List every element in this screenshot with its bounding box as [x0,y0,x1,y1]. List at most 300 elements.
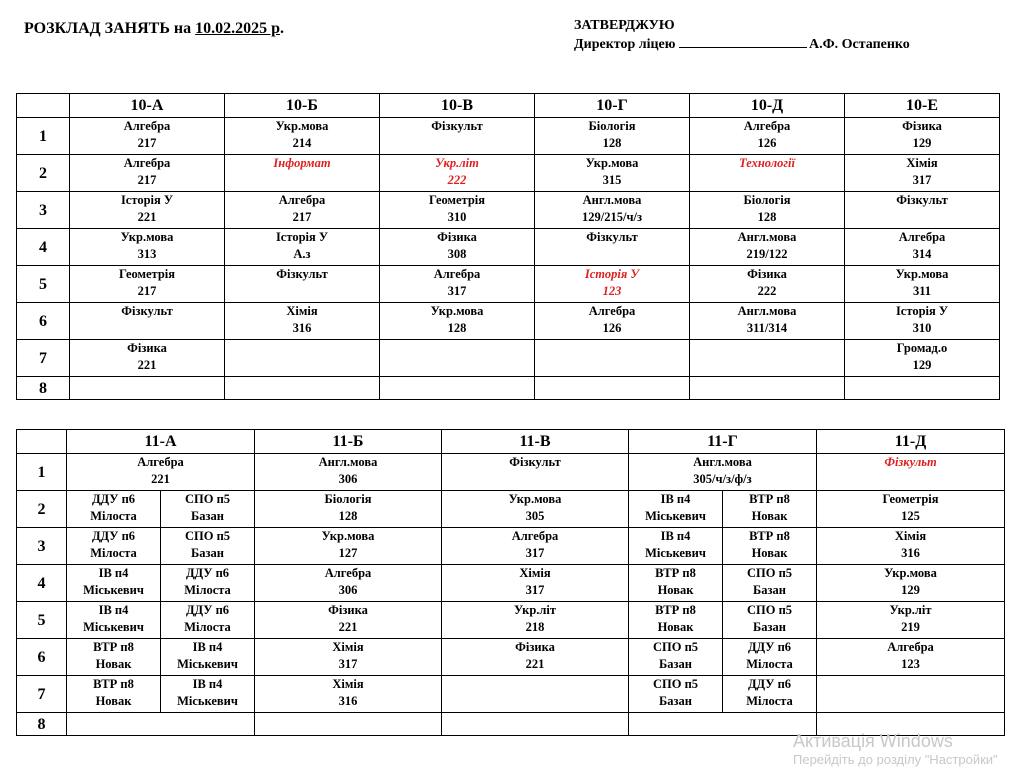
subject-text: ВТР п8 [655,603,696,617]
room-text: 310 [912,321,932,335]
room-text: Базан [753,583,786,597]
subject-text: ВТР п8 [655,566,696,580]
lesson-cell [817,676,1005,713]
subject-text: ІВ п4 [192,677,223,691]
lesson-number: 4 [17,229,70,266]
group-lesson-cell [67,491,161,528]
room-text: Міськевич [177,657,238,671]
subject-text: Фізика [747,267,787,281]
subject-text: Алгебра [743,119,791,133]
class-header: 10-Б [225,94,380,118]
subject-text: ДДУ п6 [185,566,230,580]
lesson-cell [70,192,225,229]
lesson-cell [225,229,380,266]
room-text: 306 [338,583,358,597]
lesson-cell [817,454,1005,491]
room-text: 128 [602,136,622,150]
subject-text: Алгебра [278,193,326,207]
room-text: 317 [447,284,467,298]
lesson-cell [70,118,225,155]
subject-text: Укр.мова [508,492,562,506]
subject-text: Біологія [743,193,791,207]
schedule-row [17,192,1000,229]
subject-text: Хімія [519,566,551,580]
lesson-cell [442,602,629,639]
subject-text: Алгебра [433,267,481,281]
lesson-cell [70,340,225,377]
subject-text: Алгебра [137,455,184,469]
lesson-cell [380,192,535,229]
subject-text: Фізкульт [896,193,948,207]
room-text: 221 [338,620,358,634]
subject-text: Фізика [515,640,555,654]
table-10-header [17,94,1000,118]
subject-text: Укр.мова [430,304,484,318]
subject-text: Алгебра [511,529,559,543]
room-text: 217 [137,136,157,150]
room-text: 306 [338,472,358,486]
subject-text: ДДУ п6 [747,640,792,654]
schedule-row [17,491,1005,528]
subject-text: Англ.мова [737,304,797,318]
title-prefix: РОЗКЛАД ЗАНЯТЬ на [24,20,196,37]
director-name: А.Ф. Остапенко [808,37,910,52]
room-text: 219 [901,620,920,634]
lesson-cell [817,565,1005,602]
schedule-table-11 [16,429,1005,736]
subject-text: СПО п5 [746,603,793,617]
corner-cell [17,430,67,454]
room-text: Мілоста [90,509,137,523]
room-text: Базан [191,509,224,523]
room-text: 221 [137,358,157,372]
class-header: 10-В [380,94,535,118]
room-text: Міськевич [83,620,144,634]
lesson-cell [67,713,255,736]
lesson-cell [380,377,535,400]
schedule-row [17,377,1000,400]
lesson-cell [380,155,535,192]
schedule-row [17,565,1005,602]
group-lesson-cell [629,676,723,713]
room-text: 214 [292,136,312,150]
group-lesson-cell [629,491,723,528]
room-text: 305 [525,509,545,523]
subject-text: Алгебра [123,119,171,133]
subject-text: Англ.мова [582,193,642,207]
room-text: Мілоста [746,657,793,671]
room-text: А.з [293,247,311,261]
subject-text: Громад.о [896,341,948,355]
room-text: 315 [602,173,622,187]
schedule-row [17,676,1005,713]
lesson-cell [442,676,629,713]
lesson-cell [442,454,629,491]
room-text: Міськевич [645,509,706,523]
lesson-cell [442,491,629,528]
lesson-cell [535,229,690,266]
lesson-cell [70,303,225,340]
lesson-cell [690,155,845,192]
room-text: 221 [525,657,545,671]
lesson-cell [535,303,690,340]
windows-activation-watermark [793,730,998,768]
room-text: 125 [901,509,920,523]
subject-text: Алгебра [898,230,946,244]
subject-text: Інформат [273,156,331,170]
lesson-cell [535,340,690,377]
lesson-number: 5 [17,266,70,303]
subject-text: Англ.мова [737,230,797,244]
lesson-cell [225,377,380,400]
subject-text: СПО п5 [184,492,231,506]
watermark-line-2: Перейдіть до розділу "Настройки" [793,752,998,767]
room-text: 129 [912,358,932,372]
room-text: Новак [751,509,788,523]
room-text: 317 [525,583,545,597]
room-text: 129/215/ч/з [582,210,642,224]
lesson-cell [255,676,442,713]
lesson-cell [255,491,442,528]
subject-text: ІВ п4 [98,566,129,580]
lesson-cell [845,155,1000,192]
lesson-number: 3 [17,192,70,229]
room-text: 221 [151,472,170,486]
watermark-line-1: Активація Windows [793,731,953,751]
signature-line [679,35,807,48]
subject-text: Фізика [902,119,942,133]
room-text: 217 [137,173,157,187]
subject-text: Історія У [895,304,949,318]
lesson-cell [845,377,1000,400]
lesson-cell [817,528,1005,565]
group-lesson-cell [161,639,255,676]
subject-text: Укр.мова [275,119,329,133]
subject-text: Фізкульт [509,455,561,469]
lesson-cell [380,303,535,340]
room-text: 314 [912,247,932,261]
subject-text: Англ.мова [318,455,378,469]
subject-text: Геометрія [118,267,176,281]
subject-text: СПО п5 [746,566,793,580]
class-header: 11-Д [817,430,1005,454]
subject-text: Фізкульт [431,119,483,133]
subject-text: Історія У [584,267,640,281]
lesson-cell [690,229,845,266]
lesson-number: 7 [17,676,67,713]
lesson-cell [690,192,845,229]
schedule-row [17,155,1000,192]
lesson-cell [629,713,817,736]
subject-text: Фізика [437,230,477,244]
lesson-cell [845,118,1000,155]
group-lesson-cell [161,565,255,602]
subject-text: ДДУ п6 [747,677,792,691]
schedule-row [17,266,1000,303]
lesson-cell [442,565,629,602]
subject-text: Фізика [127,341,167,355]
subject-text: СПО п5 [652,640,699,654]
lesson-cell [845,229,1000,266]
subject-text: Історія У [275,230,329,244]
subject-text: Фізкульт [121,304,173,318]
subject-text: Укр.літ [435,156,479,170]
room-text: Мілоста [184,583,231,597]
schedule-row [17,454,1005,491]
lesson-cell [535,192,690,229]
group-lesson-cell [629,565,723,602]
room-text: 128 [447,321,467,335]
subject-text: Алгебра [887,640,934,654]
subject-text: ІВ п4 [660,529,691,543]
class-header: 10-Е [845,94,1000,118]
schedule-row [17,528,1005,565]
group-lesson-cell [67,565,161,602]
corner-cell [17,94,70,118]
room-text: Міськевич [645,546,706,560]
lesson-cell [255,602,442,639]
room-text: 316 [901,546,920,560]
room-text: Мілоста [184,620,231,634]
subject-text: Біологія [588,119,636,133]
room-text: Новак [95,657,132,671]
subject-text: Алгебра [324,566,372,580]
lesson-cell [225,266,380,303]
lesson-cell [255,713,442,736]
schedule-row [17,303,1000,340]
schedule-row [17,340,1000,377]
lesson-number: 6 [17,639,67,676]
group-lesson-cell [629,528,723,565]
room-text: 218 [525,620,545,634]
lesson-cell [535,377,690,400]
subject-text: Фізкульт [884,455,937,469]
subject-text: ВТР п8 [93,640,134,654]
group-lesson-cell [161,491,255,528]
lesson-cell [690,340,845,377]
room-text: 126 [757,136,777,150]
room-text: 311/314 [746,321,788,335]
room-text: Базан [191,546,224,560]
room-text: Новак [657,620,694,634]
group-lesson-cell [67,602,161,639]
group-lesson-cell [723,676,817,713]
subject-text: Укр.мова [585,156,639,170]
group-lesson-cell [723,528,817,565]
lesson-cell [535,155,690,192]
room-text: 310 [447,210,467,224]
subject-text: Укр.мова [120,230,174,244]
group-lesson-cell [161,676,255,713]
lesson-cell [380,118,535,155]
lesson-cell [690,118,845,155]
lesson-number: 2 [17,155,70,192]
lesson-cell [380,229,535,266]
lesson-cell [225,340,380,377]
group-lesson-cell [161,528,255,565]
room-text: 127 [338,546,358,560]
room-text: 317 [338,657,358,671]
subject-text: Укр.мова [895,267,949,281]
lesson-cell [442,528,629,565]
schedule-title [24,20,284,38]
room-text: 222 [447,173,467,187]
room-text: 126 [602,321,622,335]
room-text: Новак [751,546,788,560]
room-text: 128 [338,509,358,523]
approval-block [574,16,910,54]
group-lesson-cell [629,639,723,676]
class-header: 11-Б [255,430,442,454]
room-text: Базан [659,694,692,708]
subject-text: ВТР п8 [749,529,790,543]
schedule-table-10 [16,93,1000,400]
subject-text: Укр.літ [513,603,557,617]
group-lesson-cell [161,602,255,639]
subject-text: ІВ п4 [660,492,691,506]
class-header: 10-Г [535,94,690,118]
group-lesson-cell [723,491,817,528]
subject-text: Англ.мова [693,455,752,469]
subject-text: Алгебра [123,156,171,170]
lesson-cell [225,192,380,229]
room-text: Міськевич [177,694,238,708]
lesson-cell [380,340,535,377]
subject-text: Укр.літ [889,603,932,617]
room-text: Мілоста [90,546,137,560]
lesson-cell [817,491,1005,528]
group-lesson-cell [67,676,161,713]
lesson-cell [255,454,442,491]
lesson-number: 7 [17,340,70,377]
lesson-cell [70,229,225,266]
subject-text: Хімія [906,156,938,170]
subject-text: Біологія [324,492,372,506]
subject-text: СПО п5 [652,677,699,691]
lesson-cell [845,192,1000,229]
subject-text: ДДУ п6 [91,529,136,543]
group-lesson-cell [67,639,161,676]
lesson-number: 5 [17,602,67,639]
room-text: 308 [447,247,467,261]
lesson-number: 8 [17,377,70,400]
lesson-cell [845,303,1000,340]
lesson-cell [70,266,225,303]
group-lesson-cell [723,639,817,676]
table-11-header [17,430,1005,454]
lesson-cell [817,602,1005,639]
subject-text: Геометрія [428,193,486,207]
schedule-row [17,639,1005,676]
subject-text: Технології [739,156,795,170]
room-text: 317 [912,173,932,187]
room-text: Новак [95,694,132,708]
subject-text: Хімія [286,304,318,318]
lesson-cell [690,266,845,303]
subject-text: ВТР п8 [93,677,134,691]
schedule-row [17,229,1000,266]
subject-text: Хімія [894,529,927,543]
lesson-cell [225,118,380,155]
room-text: 317 [525,546,545,560]
room-text: 128 [757,210,777,224]
class-header: 10-А [70,94,225,118]
subject-text: Хімія [332,677,364,691]
lesson-cell [70,377,225,400]
group-lesson-cell [723,602,817,639]
lesson-cell [817,639,1005,676]
room-text: 123 [602,284,622,298]
subject-text: Укр.мова [884,566,937,580]
schedule-date: 10.02.2025 р [195,20,281,37]
lesson-number: 3 [17,528,67,565]
subject-text: Історія У [120,193,174,207]
lesson-cell [225,303,380,340]
room-text: 311 [912,284,932,298]
lesson-cell [442,713,629,736]
room-text: 217 [137,284,157,298]
room-text: 305/ч/з/ф/з [693,472,752,486]
subject-text: Фізика [328,603,368,617]
room-text: 123 [901,657,920,671]
subject-text: ДДУ п6 [185,603,230,617]
lesson-cell [225,155,380,192]
lesson-cell [845,266,1000,303]
subject-text: Укр.мова [321,529,375,543]
lesson-number: 1 [17,454,67,491]
lesson-cell [255,565,442,602]
room-text: Новак [657,583,694,597]
subject-text: ІВ п4 [192,640,223,654]
schedule-row [17,602,1005,639]
group-lesson-cell [723,565,817,602]
subject-text: Хімія [332,640,364,654]
lesson-cell [442,639,629,676]
lesson-cell [629,454,817,491]
class-header: 11-А [67,430,255,454]
subject-text: СПО п5 [184,529,231,543]
lesson-number: 1 [17,118,70,155]
room-text: 221 [137,210,157,224]
schedule-row [17,118,1000,155]
room-text: Мілоста [746,694,793,708]
lesson-cell [255,639,442,676]
room-text: 219/122 [746,247,788,261]
lesson-number: 6 [17,303,70,340]
room-text: 316 [292,321,312,335]
lesson-number: 4 [17,565,67,602]
subject-text: Фізкульт [586,230,638,244]
subject-text: Фізкульт [276,267,328,281]
lesson-cell [845,340,1000,377]
room-text: Міськевич [83,583,144,597]
lesson-number: 8 [17,713,67,736]
lesson-cell [535,118,690,155]
room-text: Базан [659,657,692,671]
room-text: 316 [338,694,358,708]
title-suffix: . [280,20,285,37]
subject-text: ВТР п8 [749,492,790,506]
lesson-cell [690,303,845,340]
group-lesson-cell [67,528,161,565]
subject-text: ІВ п4 [98,603,129,617]
room-text: 313 [137,247,157,261]
subject-text: Геометрія [882,492,939,506]
room-text: 217 [292,210,312,224]
director-label: Директор ліцею [574,37,676,52]
approve-label: ЗАТВЕРДЖУЮ [574,18,675,33]
room-text: 222 [757,284,777,298]
